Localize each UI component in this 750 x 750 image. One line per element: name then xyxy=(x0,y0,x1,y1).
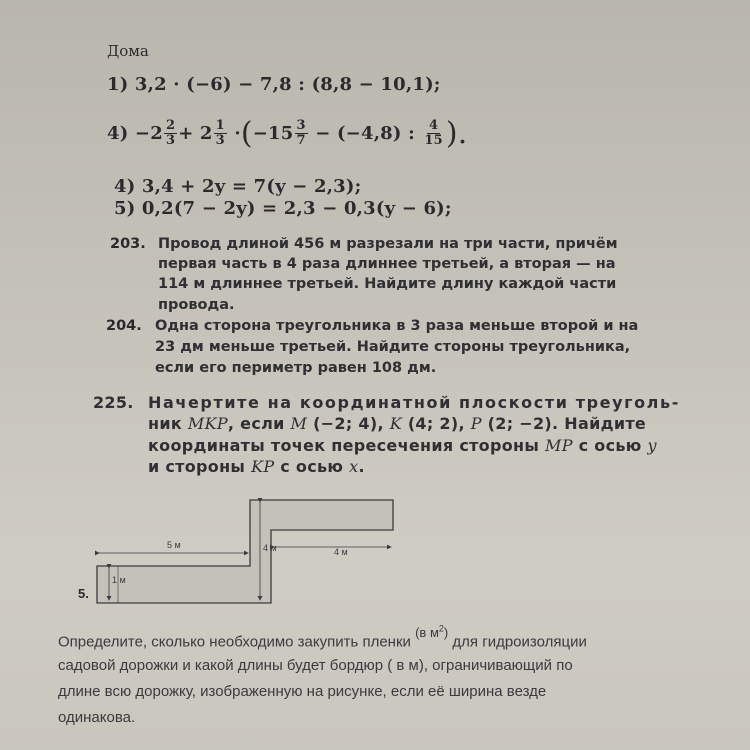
problem-203-line: 114 м длиннее третьей. Найдите длину каждой части xyxy=(158,276,617,292)
equation-expression: 3,4 + 2y = 7(y − 2,3); xyxy=(141,176,362,197)
equation-expression: 3,2 · (−6) − 7,8 : (8,8 − 10,1); xyxy=(134,74,441,95)
term-minus: −2 xyxy=(134,123,163,144)
equation-number: 4) xyxy=(114,176,136,197)
term-plus: + 2 xyxy=(178,123,213,144)
garden-path-shape xyxy=(97,500,393,603)
label-4m-vertical: 4 м xyxy=(263,543,277,553)
label-1m: 1 м xyxy=(112,575,126,585)
label-5m: 5 м xyxy=(167,540,181,550)
dot-operator: · xyxy=(234,123,241,144)
figure-number: 5. xyxy=(78,586,89,601)
equation-number: 5) xyxy=(114,198,136,219)
equation-expression: 0,2(7 − 2y) = 2,3 − 0,3(y − 6); xyxy=(141,198,452,219)
problem-203-line: провода. xyxy=(158,297,235,313)
equation-number: 1) xyxy=(107,74,129,95)
problem-203-line: первая часть в 4 раза длиннее третьей, а вторая — на xyxy=(158,256,616,272)
problem-225-line: и стороны KP с осью x. xyxy=(148,457,365,476)
problem-204-line: Одна сторона треугольника в 3 раза меньше второй и на xyxy=(155,318,639,334)
problem-203-line: Провод длиной 456 м разрезали на три части, причём xyxy=(158,236,618,252)
fraction-1: $\frac{2}{3}$ xyxy=(165,118,176,148)
fraction-4: $\frac{4}{15}$ xyxy=(424,118,443,148)
problem-number-225: 225. xyxy=(93,393,134,412)
equation-number: 4) xyxy=(107,123,129,144)
open-paren: ( xyxy=(240,116,253,151)
task-line: садовой дорожки и какой длины будет бордюр ( в м), ограничивающий по xyxy=(58,657,573,674)
problem-number-203: 203. xyxy=(110,236,146,252)
problem-number-204: 204. xyxy=(106,318,142,334)
problem-225-line: координаты точек пересечения стороны MP с осью y xyxy=(148,436,657,455)
problem-225-line: ник MKP, если M (−2; 4), K (4; 2), P (2; −2). Найдите xyxy=(148,414,647,433)
task-line: длине всю дорожку, изображенную на рисунке, если её ширина везде xyxy=(58,683,547,700)
fraction-2: $\frac{1}{3}$ xyxy=(215,118,225,148)
problem-225-line: Начертите на координатной плоскости треуголь- xyxy=(148,393,680,412)
fraction-3: $\frac{3}{7}$ xyxy=(296,118,306,148)
problem-204-line: 23 дм меньше третьей. Найдите стороны треугольника, xyxy=(155,339,631,355)
inner-rest: − (−4,8) : xyxy=(315,123,415,144)
task-line: одинакова. xyxy=(58,709,136,726)
section-heading: Дома xyxy=(107,42,149,60)
label-4m-horizontal: 4 м xyxy=(334,547,348,557)
problem-204-line: если его периметр равен 108 дм. xyxy=(155,360,437,376)
inner-term: −15 xyxy=(252,123,294,144)
close-paren: ). xyxy=(445,116,468,151)
task-line: Определите, сколько необходимо закупить пленки (в $м^2$) для гидроизоляции xyxy=(58,624,587,651)
